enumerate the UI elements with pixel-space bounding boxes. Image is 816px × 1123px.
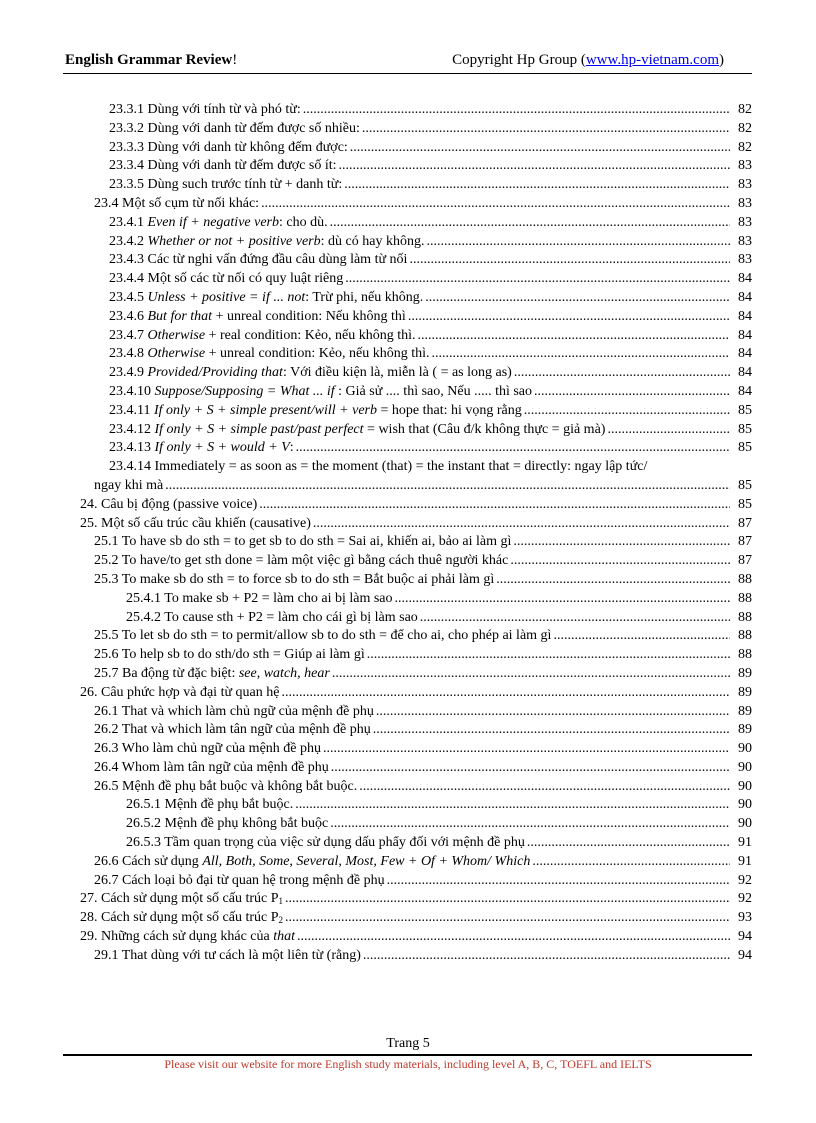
dot-leader <box>553 627 730 646</box>
toc-entry[interactable] <box>80 120 752 139</box>
toc-entry[interactable] <box>80 834 752 853</box>
toc-page-number: 94 <box>738 929 752 945</box>
toc-entry[interactable] <box>80 890 752 909</box>
toc-page-number: 84 <box>738 365 752 381</box>
toc-entry-text: 26.5.2 Mệnh đề phụ không bắt buộc <box>126 816 329 832</box>
toc-entry[interactable] <box>80 796 752 815</box>
dot-leader <box>285 909 730 928</box>
header-divider <box>63 73 752 74</box>
toc-page-number: 90 <box>738 741 752 757</box>
dot-leader <box>285 890 730 909</box>
dot-leader <box>261 195 730 214</box>
toc-entry[interactable] <box>80 552 752 571</box>
toc-entry-text: 23.3.2 Dùng với danh từ đếm được số nhiều: <box>109 120 360 136</box>
toc-page-number: 88 <box>738 628 752 644</box>
toc-entry-text: 25.3 To make sb do sth = to force sb to do sth = Bắt buộc ai phải làm gì <box>94 571 495 587</box>
toc-entry[interactable] <box>80 515 752 534</box>
dot-leader <box>607 421 730 440</box>
dot-leader <box>376 703 730 722</box>
toc-page-number: 90 <box>738 816 752 832</box>
toc-entry-text: 23.4.8 Otherwise + unreal condition: Kẻo, nếu không thì. <box>109 346 430 362</box>
toc-page-number: 85 <box>738 421 752 437</box>
toc-entry-text: 26.2 That và which làm tân ngữ của mệnh đề phụ <box>94 722 371 738</box>
toc-entry[interactable] <box>80 703 752 722</box>
dot-leader <box>281 684 730 703</box>
dot-leader <box>331 759 730 778</box>
dot-leader <box>524 402 730 421</box>
toc-page-number: 89 <box>738 665 752 681</box>
toc-entry[interactable] <box>80 402 752 421</box>
toc-entry[interactable] <box>80 646 752 665</box>
toc-entry[interactable] <box>80 101 752 120</box>
toc-entry[interactable] <box>80 157 752 176</box>
toc-entry-text: 27. Cách sử dụng một số cấu trúc $P_1$ <box>80 891 284 907</box>
dot-leader <box>330 815 730 834</box>
toc-entry[interactable] <box>80 308 752 327</box>
toc-entry-text: 25.7 Ba động từ đặc biệt: see, watch, hear <box>94 665 330 681</box>
toc-entry-text: 25.6 To help sb to do sth/do sth = Giúp ai làm gì <box>94 647 365 663</box>
toc-page-number: 92 <box>738 891 752 907</box>
dot-leader <box>296 439 730 458</box>
toc-entry-text: 23.4.2 Whether or not + positive verb: dù có hay không. <box>109 233 425 249</box>
toc-entry[interactable] <box>80 496 752 515</box>
toc-entry[interactable] <box>80 139 752 158</box>
toc-entry-text: 25.4.1 To make sb + P2 = làm cho ai bị làm sao <box>126 590 393 606</box>
toc-page-number: 94 <box>738 947 752 963</box>
toc-page-number: 89 <box>738 684 752 700</box>
toc-page-number: 91 <box>738 835 752 851</box>
dot-leader <box>426 233 730 252</box>
toc-page-number: 83 <box>738 195 752 211</box>
toc-page-number: 84 <box>738 346 752 362</box>
dot-leader <box>350 139 730 158</box>
dot-leader <box>527 834 730 853</box>
toc-page-number: 84 <box>738 271 752 287</box>
page-header <box>65 50 752 72</box>
dot-leader <box>408 308 730 327</box>
toc-page-number: 83 <box>738 177 752 193</box>
toc-entry[interactable] <box>80 590 752 609</box>
toc-entry-text: 23.4.4 Một số các từ nối có quy luật riêng <box>109 271 344 287</box>
toc-page-number: 87 <box>738 553 752 569</box>
toc-page-number: 82 <box>738 139 752 155</box>
toc-page-number: 82 <box>738 102 752 117</box>
toc-page-number: 84 <box>738 308 752 324</box>
toc-entry[interactable] <box>80 345 752 364</box>
toc-entry-text: 23.4.3 Các từ nghi vấn đứng đầu câu dùng làm từ nối <box>109 252 408 268</box>
dot-leader <box>496 571 730 590</box>
toc-entry-text: 23.4 Một số cụm từ nối khác: <box>94 195 260 211</box>
toc-entry[interactable] <box>80 533 752 552</box>
toc-page-number: 89 <box>738 703 752 719</box>
toc-entry-text: 26.4 Whom làm tân ngữ của mệnh đề phụ <box>94 759 329 775</box>
toc-page-number: 85 <box>738 496 752 512</box>
toc-page-number: 88 <box>738 571 752 587</box>
dot-leader <box>339 157 730 176</box>
dot-leader <box>373 721 730 740</box>
toc-page-number: 87 <box>738 515 752 531</box>
toc-entry-text: 26.7 Cách loại bỏ đại từ quan hệ trong mệnh đề phụ <box>94 872 385 888</box>
toc-entry[interactable] <box>80 759 752 778</box>
toc-entry-text: 26.5 Mệnh đề phụ bắt buộc và không bắt buộc. <box>94 778 358 794</box>
toc-entry[interactable] <box>80 195 752 214</box>
toc-page-number: 90 <box>738 778 752 794</box>
toc-entry[interactable] <box>80 609 752 628</box>
toc-entry[interactable] <box>80 571 752 590</box>
toc-entry[interactable] <box>80 740 752 759</box>
toc-entry[interactable] <box>80 214 752 233</box>
dot-leader <box>387 872 730 891</box>
toc-entry[interactable] <box>80 815 752 834</box>
toc-entry[interactable] <box>80 947 752 966</box>
toc-entry-text: 23.4.14 Immediately = as soon as = the moment (that) = the instant that = directly: ngay lập tức/ <box>109 459 648 475</box>
dot-leader <box>345 270 730 289</box>
toc-entry-text: 25.1 To have sb do sth = to get sb to do sth = Sai ai, khiến ai, bảo ai làm gì <box>94 534 512 550</box>
footer-note: Please visit our website for more English study materials, including level A, B, C, TOEFL and IELTS <box>164 1057 652 1071</box>
toc-page-number: 91 <box>738 853 752 869</box>
toc-page-number: 90 <box>738 797 752 813</box>
toc-page-number: 89 <box>738 722 752 738</box>
toc-entry-text: 24. Câu bị động (passive voice) <box>80 496 258 512</box>
toc-page-number: 92 <box>738 872 752 888</box>
toc-entry-text: 26.3 Who làm chủ ngữ của mệnh đề phụ <box>94 741 322 757</box>
toc-page-number: 93 <box>738 910 752 926</box>
toc-page-number: 84 <box>738 383 752 399</box>
dot-leader <box>514 364 730 383</box>
website-link[interactable]: www.hp-vietnam.com <box>585 52 719 68</box>
toc-page-number: 83 <box>738 252 752 268</box>
toc-entry-text: 23.4.9 Provided/Providing that: Với điều kiện là, miễn là ( = as long as) <box>109 365 512 381</box>
dot-leader <box>359 778 730 797</box>
dot-leader <box>363 947 730 966</box>
dot-leader <box>532 853 730 872</box>
toc-entry-text: 23.4.10 Suppose/Supposing = What ... if : Giả sử .... thì sao, Nếu ..... thì sao <box>109 383 533 399</box>
toc-entry-text: 26.6 Cách sử dụng All, Both, Some, Several, Most, Few + Of + Whom/ Which <box>94 853 531 869</box>
toc-entry-text: 26.5.3 Tầm quan trọng của việc sử dụng dấu phẩy đối với mệnh đề phụ <box>126 835 525 851</box>
toc-page-number: 88 <box>738 590 752 606</box>
toc-entry-text: 26.5.1 Mệnh đề phụ bắt buộc. <box>126 797 294 813</box>
dot-leader <box>330 214 730 233</box>
toc-entry-text: 25.5 To let sb do sth = to permit/allow sb to do sth = để cho ai, cho phép ai làm gì <box>94 628 552 644</box>
toc-page-number: 85 <box>738 402 752 418</box>
toc-entry[interactable] <box>80 477 752 496</box>
dot-leader <box>534 383 730 402</box>
toc-page-number: 82 <box>738 120 752 136</box>
dot-leader <box>425 289 730 308</box>
toc-entry-text: 23.4.1 Even if + negative verb: cho dù. <box>109 214 328 230</box>
toc-entry[interactable] <box>80 909 752 928</box>
toc-page-number: 83 <box>738 233 752 249</box>
toc-entry[interactable] <box>80 778 752 797</box>
toc-page-number: 85 <box>738 477 752 493</box>
toc-entry-text: 23.4.6 But for that + unreal condition: Nếu không thì <box>109 308 406 324</box>
copyright-notice: Copyright Hp Group (www.hp-vietnam.com) <box>452 52 724 68</box>
toc-entry[interactable] <box>80 176 752 195</box>
dot-leader <box>409 251 730 270</box>
toc-entry-text: 23.4.13 If only + S + would + V: <box>109 440 294 456</box>
toc-page-number: 88 <box>738 647 752 663</box>
toc-page-number: 90 <box>738 759 752 775</box>
toc-page-number: 83 <box>738 214 752 230</box>
toc-entry[interactable] <box>80 233 752 252</box>
dot-leader <box>510 552 730 571</box>
toc-entry[interactable] <box>80 383 752 402</box>
dot-leader <box>297 928 730 947</box>
dot-leader <box>165 477 730 496</box>
dot-leader <box>344 176 730 195</box>
footer-divider <box>63 1054 752 1056</box>
toc-entry[interactable] <box>80 872 752 891</box>
toc-entry[interactable] <box>80 270 752 289</box>
toc-entry[interactable] <box>80 684 752 703</box>
dot-leader <box>513 533 730 552</box>
table-of-contents <box>80 101 752 966</box>
toc-entry-text: 25. Một số cấu trúc cầu khiến (causative) <box>80 515 311 531</box>
dot-leader <box>313 515 730 534</box>
dot-leader <box>303 101 730 120</box>
toc-entry-text: 23.3.1 Dùng với tính từ và phó từ: <box>109 102 301 117</box>
toc-entry[interactable] <box>80 327 752 346</box>
toc-entry[interactable] <box>80 627 752 646</box>
toc-entry-text: 23.4.7 Otherwise + real condition: Kẻo, nếu không thì. <box>109 327 416 343</box>
toc-entry[interactable] <box>80 665 752 684</box>
toc-entry-text: 25.4.2 To cause sth + P2 = làm cho cái gì bị làm sao <box>126 609 418 625</box>
toc-entry-text: 23.4.11 If only + S + simple present/will + verb = hope that: hi vọng rằng <box>109 402 522 418</box>
toc-entry-text: 25.2 To have/to get sth done = làm một việc gì bằng cách thuê người khác <box>94 553 509 569</box>
toc-entry[interactable] <box>80 439 752 458</box>
dot-leader <box>432 345 730 364</box>
dot-leader <box>362 120 730 139</box>
toc-entry[interactable] <box>80 364 752 383</box>
dot-leader <box>323 740 730 759</box>
dot-leader <box>295 796 730 815</box>
toc-page-number: 87 <box>738 534 752 550</box>
toc-entry-text: 29. Những cách sử dụng khác của that <box>80 929 296 945</box>
dot-leader <box>367 646 730 665</box>
toc-entry[interactable] <box>80 928 752 947</box>
dot-leader <box>420 609 730 628</box>
toc-page-number: 84 <box>738 327 752 343</box>
toc-entry[interactable] <box>80 721 752 740</box>
page-number: Trang 5 <box>386 1036 430 1051</box>
toc-entry-text: 26. Câu phức hợp và đại từ quan hệ <box>80 684 280 700</box>
toc-entry-text: 23.3.4 Dùng với danh từ đếm được số ít: <box>109 158 337 174</box>
toc-entry-text: 23.4.5 Unless + positive = if ... not: Trừ phi, nếu không. <box>109 289 424 305</box>
dot-leader <box>395 590 730 609</box>
dot-leader <box>332 665 730 684</box>
toc-entry-text: 26.1 That và which làm chủ ngữ của mệnh đề phụ <box>94 703 374 719</box>
toc-entry-text: ngay khi mà <box>94 477 164 493</box>
dot-leader <box>418 327 730 346</box>
toc-page-number: 85 <box>738 440 752 456</box>
toc-entry-text: 23.4.12 If only + S + simple past/past perfect = wish that (Câu đ/k không thực = giả mà) <box>109 421 606 437</box>
dot-leader <box>259 496 730 515</box>
toc-entry-text: 28. Cách sử dụng một số cấu trúc $P_2$ <box>80 910 284 926</box>
toc-entry-text: 23.3.5 Dùng such trước tính từ + danh từ: <box>109 177 343 193</box>
document-title: English Grammar Review! <box>65 52 238 68</box>
toc-entry[interactable] <box>80 421 752 440</box>
toc-entry[interactable] <box>80 251 752 270</box>
toc-page-number: 88 <box>738 609 752 625</box>
toc-entry-text: 29.1 That dùng với tư cách là một liên từ (rằng) <box>94 947 361 963</box>
toc-page-number: 84 <box>738 289 752 305</box>
toc-entry-text: 23.3.3 Dùng với danh từ không đếm được: <box>109 139 348 155</box>
toc-page-number: 83 <box>738 158 752 174</box>
toc-entry[interactable] <box>80 853 752 872</box>
toc-entry[interactable] <box>80 289 752 308</box>
